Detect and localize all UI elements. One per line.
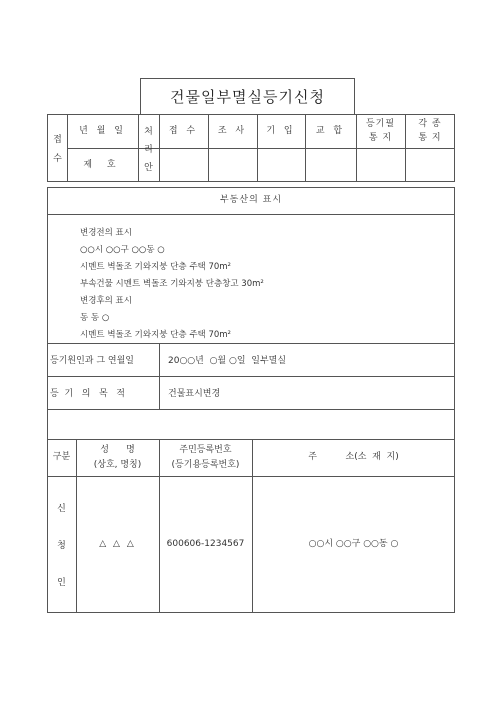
cause-label: 등기원인과 그 연월일 (50, 356, 134, 366)
step-receipt: 접 수 (168, 125, 199, 136)
header-id-number: 주민등록번호 (등기용등록번호) (171, 445, 240, 470)
description-line: 변경전의 표시 (80, 228, 132, 238)
applicant-address: ○○시 ○○구 ○○동 ○ (308, 539, 399, 550)
description-line: 변경후의 표시 (80, 296, 132, 306)
applicant-id-number: 600606-1234567 (166, 539, 245, 550)
title-box (140, 78, 355, 114)
description-line: 시멘트 벽돌조 기와지붕 단층 주택 70m² (80, 262, 231, 272)
applicant-name: △ △ △ (99, 539, 136, 550)
description-line: 부속건물 시멘트 벽돌조 기와지붕 단층창고 30m² (80, 279, 264, 289)
applicant-label: 신 청 인 (57, 504, 66, 588)
property-header: 부동산의 표시 (219, 195, 283, 206)
receipt-number-label: 제 호 (83, 159, 122, 170)
header-category: 구분 (52, 452, 71, 463)
step-entry: 기 입 (266, 125, 296, 136)
description-line: 동 동 ○ (80, 313, 110, 323)
description-line: 시멘트 벽돌조 기와지붕 단층 주택 70m² (80, 330, 231, 340)
step-verify: 교 합 (315, 125, 346, 136)
header-name: 성 명 (상호, 명칭) (93, 445, 142, 470)
receipt-label: 접 수 (53, 135, 62, 164)
step-inspection: 조 사 (217, 125, 248, 136)
page-title: 건물일부멸실등기신청 (170, 88, 325, 106)
purpose-label: 등 기 의 목 적 (50, 389, 125, 399)
step-completion-notice: 등기필 통 지 (365, 118, 396, 143)
cause-value: 20○○년 ○월 ○일 일부멸실 (168, 356, 287, 366)
receipt-date-label: 년 월 일 (79, 125, 126, 136)
header-address: 주 소(소 재 지) (308, 452, 399, 463)
description-line: ○○시 ○○구 ○○동 ○ (80, 245, 165, 255)
property-description (80, 225, 450, 344)
purpose-value: 건물표시변경 (168, 389, 221, 399)
step-various-notice: 각 종 통 지 (418, 118, 442, 143)
handling-label: 처 리 안 (144, 126, 153, 173)
